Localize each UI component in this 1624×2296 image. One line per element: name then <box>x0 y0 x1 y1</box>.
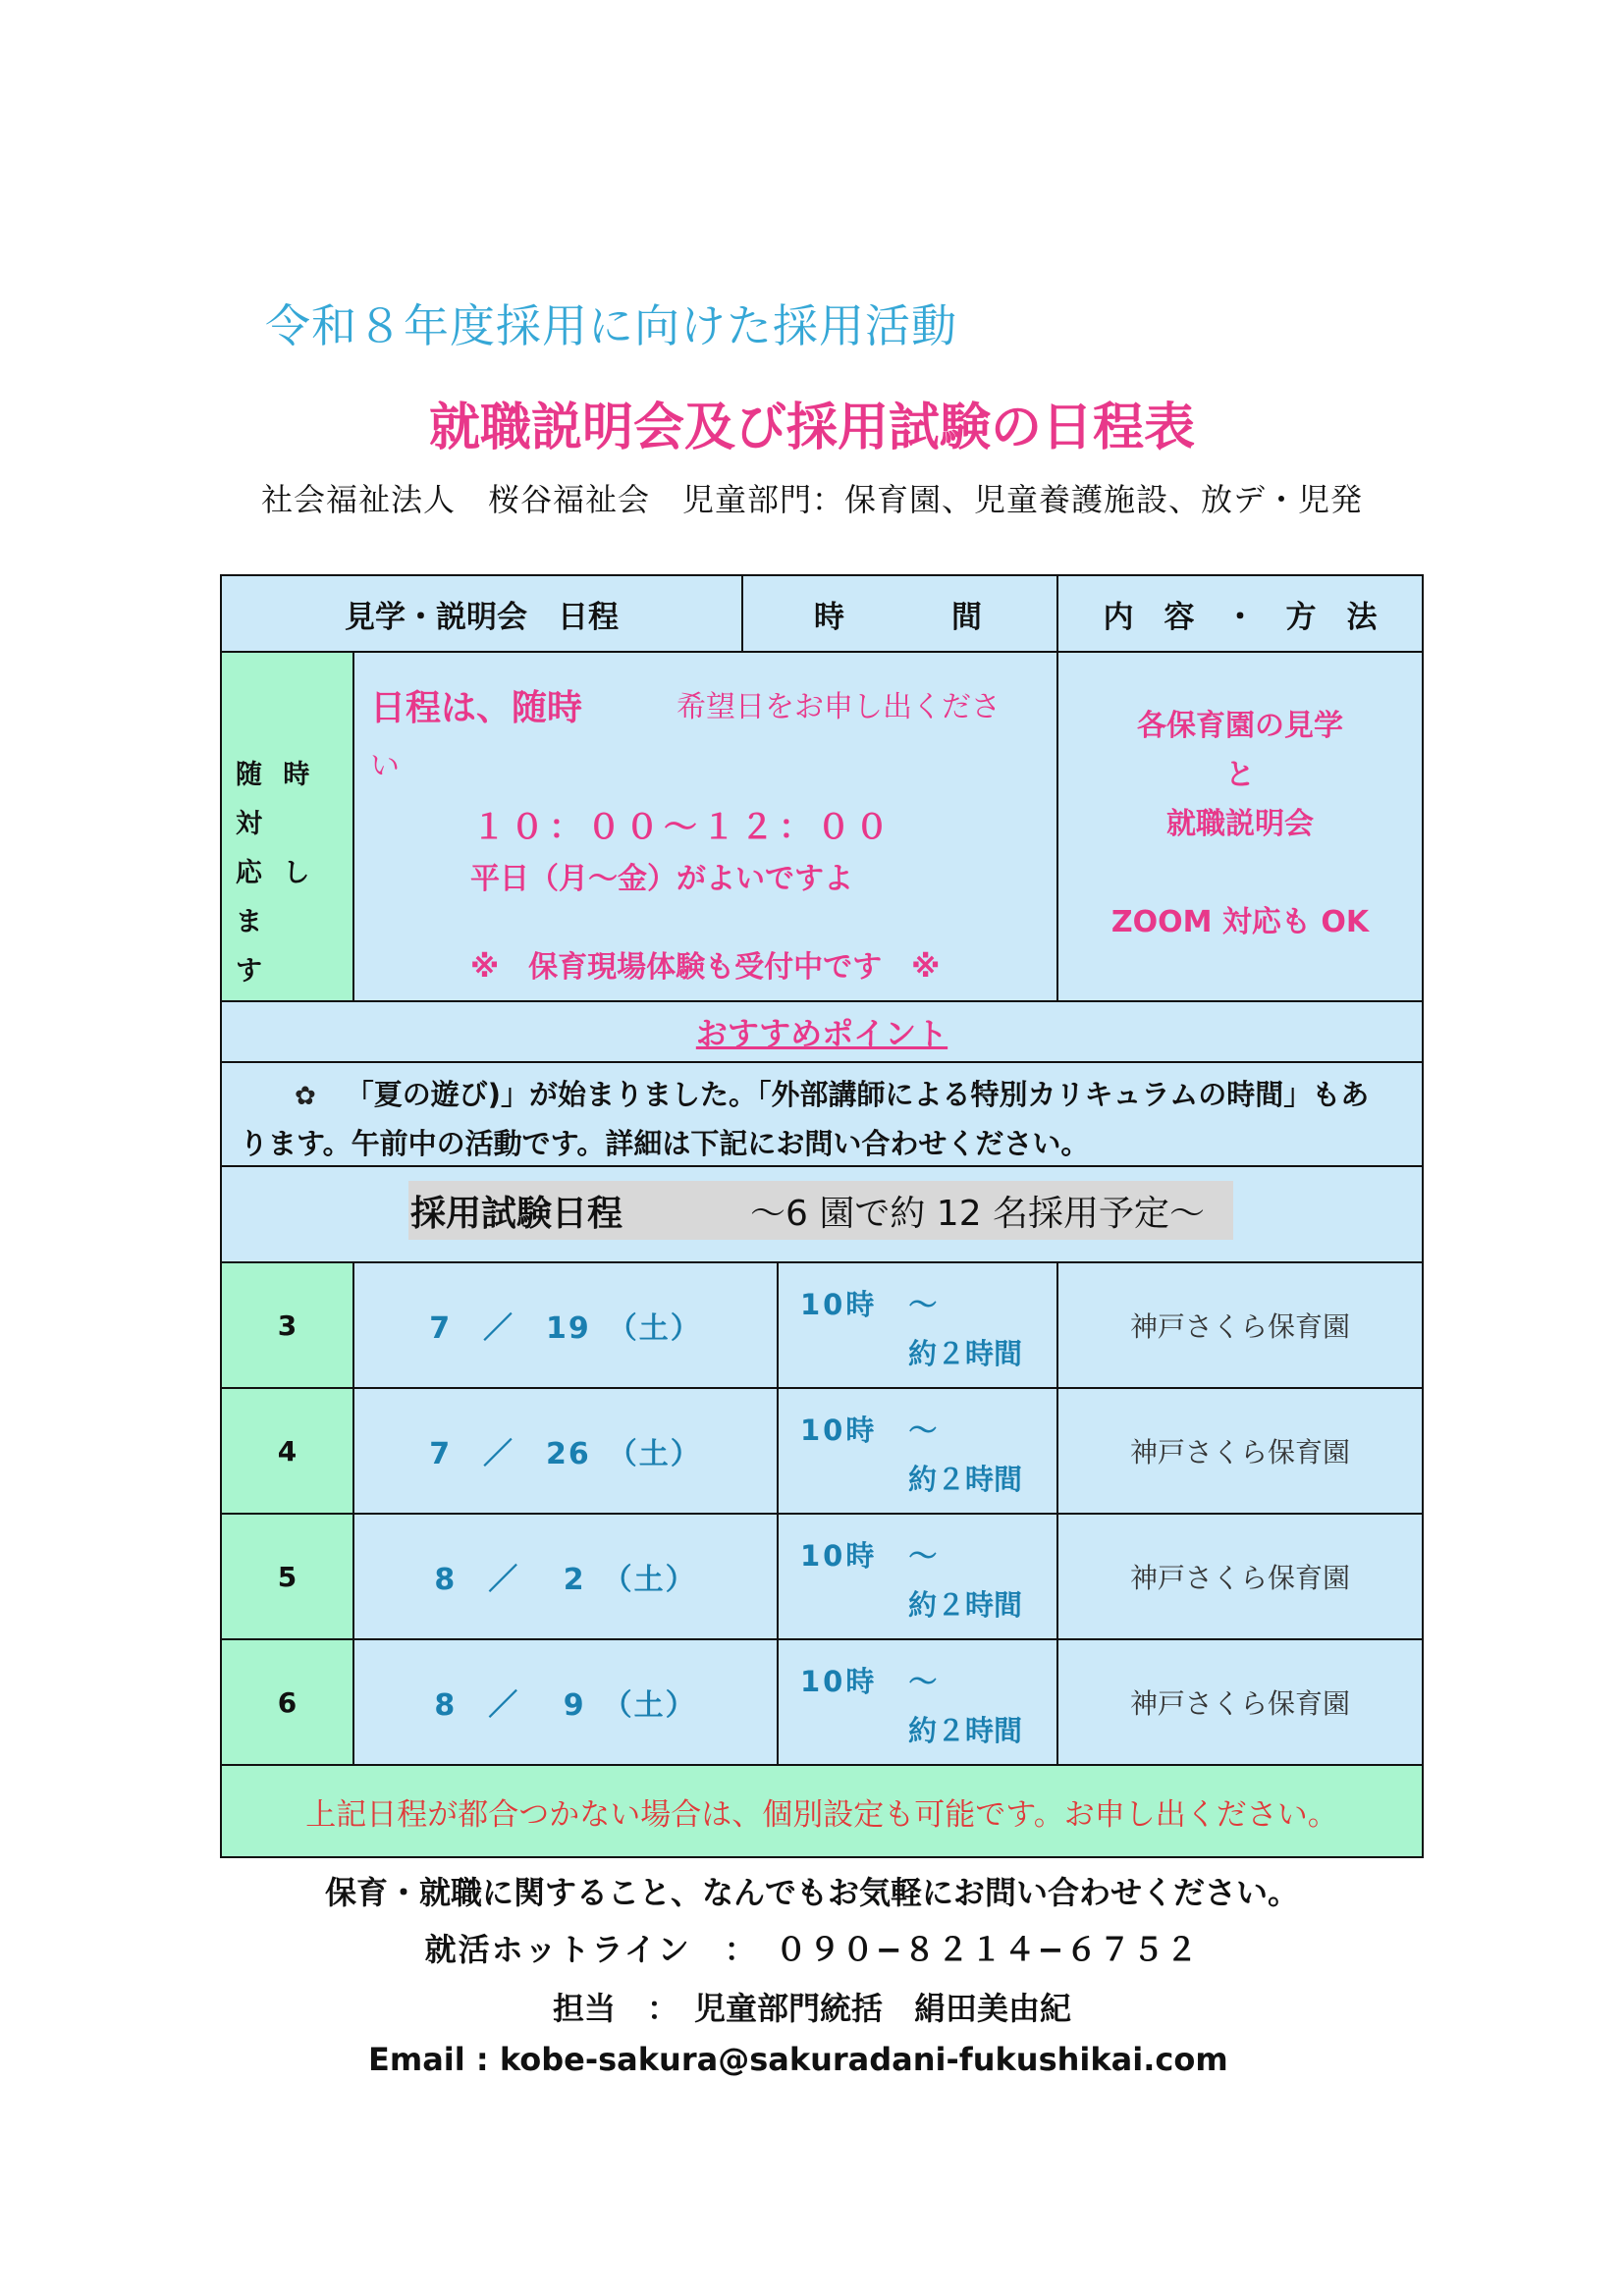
bottom-note-cell <box>220 1764 1424 1858</box>
exam-row-number: 5 <box>220 1513 354 1640</box>
exam-time-duration: 約２時間 <box>908 1337 1023 1370</box>
anytime-label-line: 応 し ま <box>236 858 316 937</box>
method-cell <box>1056 651 1424 1002</box>
recommend-title: おすすめポイント <box>695 1015 948 1052</box>
exam-row-number: 4 <box>220 1387 354 1515</box>
page-title: 就職説明会及び採用試験の日程表 <box>428 399 1195 457</box>
anytime-label-cell <box>220 651 354 1002</box>
exam-row-number: 6 <box>220 1638 354 1766</box>
contact-person: 担当 ： 児童部門統括 絹田美由紀 <box>552 1990 1071 2027</box>
recommend-text-cell <box>220 1061 1424 1167</box>
exam-time-start: 10時 〜 <box>800 1539 941 1573</box>
exam-time-start: 10時 〜 <box>800 1414 941 1447</box>
exam-row-date: 7 ／ 26 （土） <box>352 1387 779 1515</box>
flower-icon: ✿ <box>295 1082 316 1111</box>
schedule-request: 希望日をお申し出くださ <box>677 690 1001 724</box>
exam-row-place: 神戸さくら保育園 <box>1056 1261 1424 1389</box>
exam-row-time <box>777 1387 1058 1515</box>
exam-row-number: 3 <box>220 1261 354 1389</box>
exam-time-duration: 約２時間 <box>908 1588 1023 1622</box>
recommend-line: 「夏の遊び)」が始まりました。「外部講師による特別カリキュラムの時間」もあ <box>345 1078 1370 1111</box>
exam-row-time <box>777 1638 1058 1766</box>
method-line: ZOOM 対応も OK <box>1110 905 1370 939</box>
schedule-anytime: 日程は、随時 <box>370 688 583 728</box>
schedule-time: １０：００〜１２：００ <box>472 808 893 847</box>
exam-row-place: 神戸さくら保育園 <box>1056 1387 1424 1515</box>
recommend-line: ります。午前中の活動です。詳細は下記にお問い合わせください。 <box>240 1127 1090 1160</box>
schedule-info-cell <box>352 651 1058 1002</box>
exam-row-time <box>777 1513 1058 1640</box>
header-time: 時 間 <box>741 574 1058 653</box>
exam-row-place: 神戸さくら保育園 <box>1056 1513 1424 1640</box>
exam-time-start: 10時 〜 <box>800 1665 941 1698</box>
exam-time-duration: 約２時間 <box>908 1714 1023 1747</box>
exam-row-date: 8 ／ 9 （土） <box>352 1638 779 1766</box>
exam-time-duration: 約２時間 <box>908 1463 1023 1496</box>
exam-row-time <box>777 1261 1058 1389</box>
exam-title-label: 採用試験日程 <box>410 1193 623 1234</box>
anytime-label-line: す <box>236 956 268 987</box>
bottom-note: 上記日程が都合つかない場合は、個別設定も可能です。お申し出ください。 <box>305 1796 1338 1833</box>
schedule-note: ※ 保育現場体験も受付中です ※ <box>470 950 941 985</box>
contact-intro: 保育・就職に関すること、なんでもお気軽にお問い合わせください。 <box>324 1874 1299 1911</box>
exam-time-start: 10時 〜 <box>800 1288 941 1321</box>
exam-row-date: 7 ／ 19 （土） <box>352 1261 779 1389</box>
method-line: 就職説明会 <box>1166 807 1314 841</box>
exam-row-place: 神戸さくら保育園 <box>1056 1638 1424 1766</box>
page-subtitle: 令和８年度採用に向けた採用活動 <box>265 299 957 352</box>
schedule-weekday: 平日（月〜金）がよいですよ <box>470 862 853 896</box>
method-line: 各保育園の見学 <box>1137 709 1343 743</box>
exam-row-date: 8 ／ 2 （土） <box>352 1513 779 1640</box>
exam-title-plan: 〜6 園で約 12 名採用予定〜 <box>750 1193 1206 1234</box>
method-line: と <box>1225 758 1255 792</box>
organization-line: 社会福祉法人 桜谷福祉会 児童部門：保育園、児童養護施設、放デ・児発 <box>260 481 1363 518</box>
hotline: 就活ホットライン ： ０９０−８２１４−６７５２ <box>424 1931 1200 1968</box>
header-schedule: 見学・説明会 日程 <box>220 574 743 653</box>
recommend-title-cell <box>220 1000 1424 1063</box>
anytime-label-line: 随 時 対 <box>236 760 316 839</box>
exam-title <box>408 1181 1233 1240</box>
contact-email[interactable]: Email : kobe-sakura@sakuradani-fukushikai.com <box>368 2041 1228 2078</box>
schedule-request-cont: い <box>370 749 400 783</box>
header-method: 内 容 ・ 方 法 <box>1056 574 1424 653</box>
